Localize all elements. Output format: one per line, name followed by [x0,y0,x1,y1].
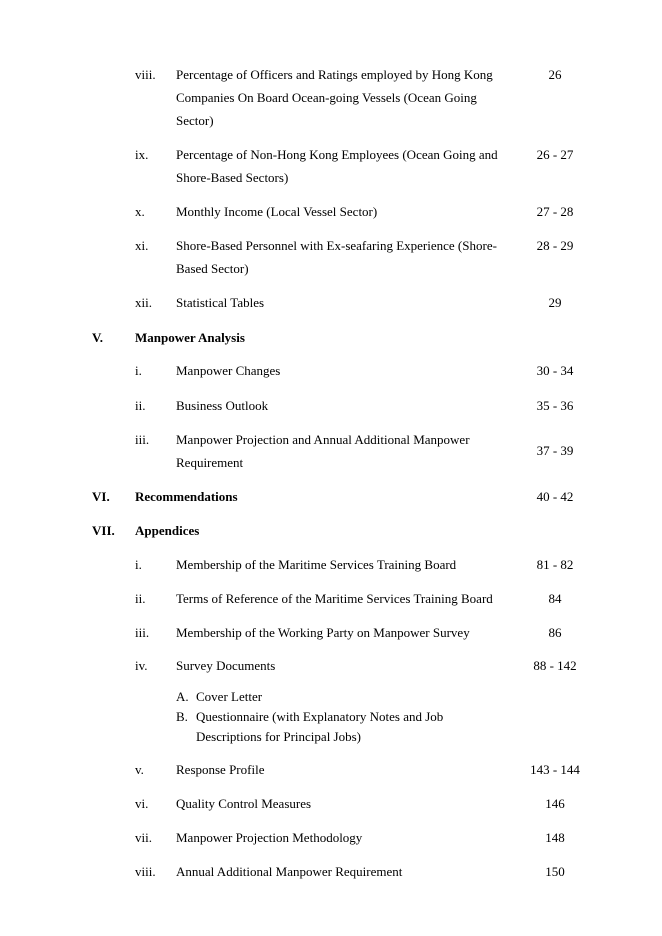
entry-number: iv. [135,658,148,673]
entry-title: Terms of Reference of the Maritime Services Training Board [176,591,493,606]
section-number: VI. [92,489,110,504]
entry-title: Percentage of Non-Hong Kong Employees (Ocean Going and Shore-Based Sectors) [176,147,498,185]
entry-title: Statistical Tables [176,295,265,310]
entry-title: Membership of the Working Party on Manpower Survey [176,625,470,640]
entry-title: Monthly Income (Local Vessel Sector) [176,204,378,219]
entry-title: Survey Documents [176,658,276,673]
entry-title: Annual Additional Manpower Requirement [176,864,403,879]
entry-number: viii. [135,67,156,82]
subitem-letter: B. [176,709,188,724]
entry-number: xii. [135,295,152,310]
entry-title: Shore-Based Personnel with Ex-seafaring Experience (Shore-Based Sector) [176,238,497,276]
entry-title: Manpower Projection and Annual Additional Manpower Requirement [176,432,470,470]
entry-page: 29 [548,295,562,310]
entry-page: 30 - 34 [536,363,574,378]
entry-title: Quality Control Measures [176,796,312,811]
entry-page: 84 [548,591,562,606]
entry-page: 86 [548,625,562,640]
survey-subitem-list [176,687,486,747]
entry-number: viii. [135,864,156,879]
section-number: VII. [92,523,115,538]
entry-number: i. [135,557,142,572]
entry-title: Membership of the Maritime Services Training Board [176,557,457,572]
entry-page: 143 - 144 [530,762,580,777]
entry-number: ii. [135,591,146,606]
entry-page: 81 - 82 [536,557,574,572]
section-title: Recommendations [135,489,238,504]
subitem-text: Questionnaire (with Explanatory Notes and Job Descriptions for Principal Jobs) [196,709,444,744]
entry-page: 150 [545,864,565,879]
section-title: Appendices [135,523,200,538]
survey-subitem [176,687,486,707]
section-number: V. [92,330,103,345]
subitem-letter: A. [176,689,189,704]
entry-number: v. [135,762,144,777]
entry-page: 27 - 28 [536,204,574,219]
entry-number: iii. [135,432,150,447]
entry-number: xi. [135,238,149,253]
entry-page: 26 - 27 [536,147,574,162]
entry-page: 88 - 142 [533,658,577,673]
section-title: Manpower Analysis [135,330,245,345]
entry-title: Response Profile [176,762,265,777]
section-page: 40 - 42 [536,489,574,504]
entry-page: 28 - 29 [536,238,574,253]
entry-number: i. [135,363,142,378]
entry-title: Manpower Changes [176,363,281,378]
entry-number: ii. [135,398,146,413]
entry-title: Business Outlook [176,398,269,413]
entry-number: vi. [135,796,149,811]
subitem-text: Cover Letter [196,689,263,704]
survey-subitem [176,707,486,747]
entry-number: vii. [135,830,152,845]
entry-page: 37 - 39 [536,443,574,458]
entry-page: 35 - 36 [536,398,574,413]
entry-title: Percentage of Officers and Ratings employed by Hong Kong Companies On Board Ocean-going Vessels (Ocean Going Sector) [176,67,493,128]
entry-number: iii. [135,625,150,640]
entry-page: 26 [548,67,562,82]
entry-page: 148 [545,830,565,845]
entry-title: Manpower Projection Methodology [176,830,363,845]
entry-page: 146 [545,796,565,811]
entry-number: ix. [135,147,149,162]
entry-number: x. [135,204,145,219]
